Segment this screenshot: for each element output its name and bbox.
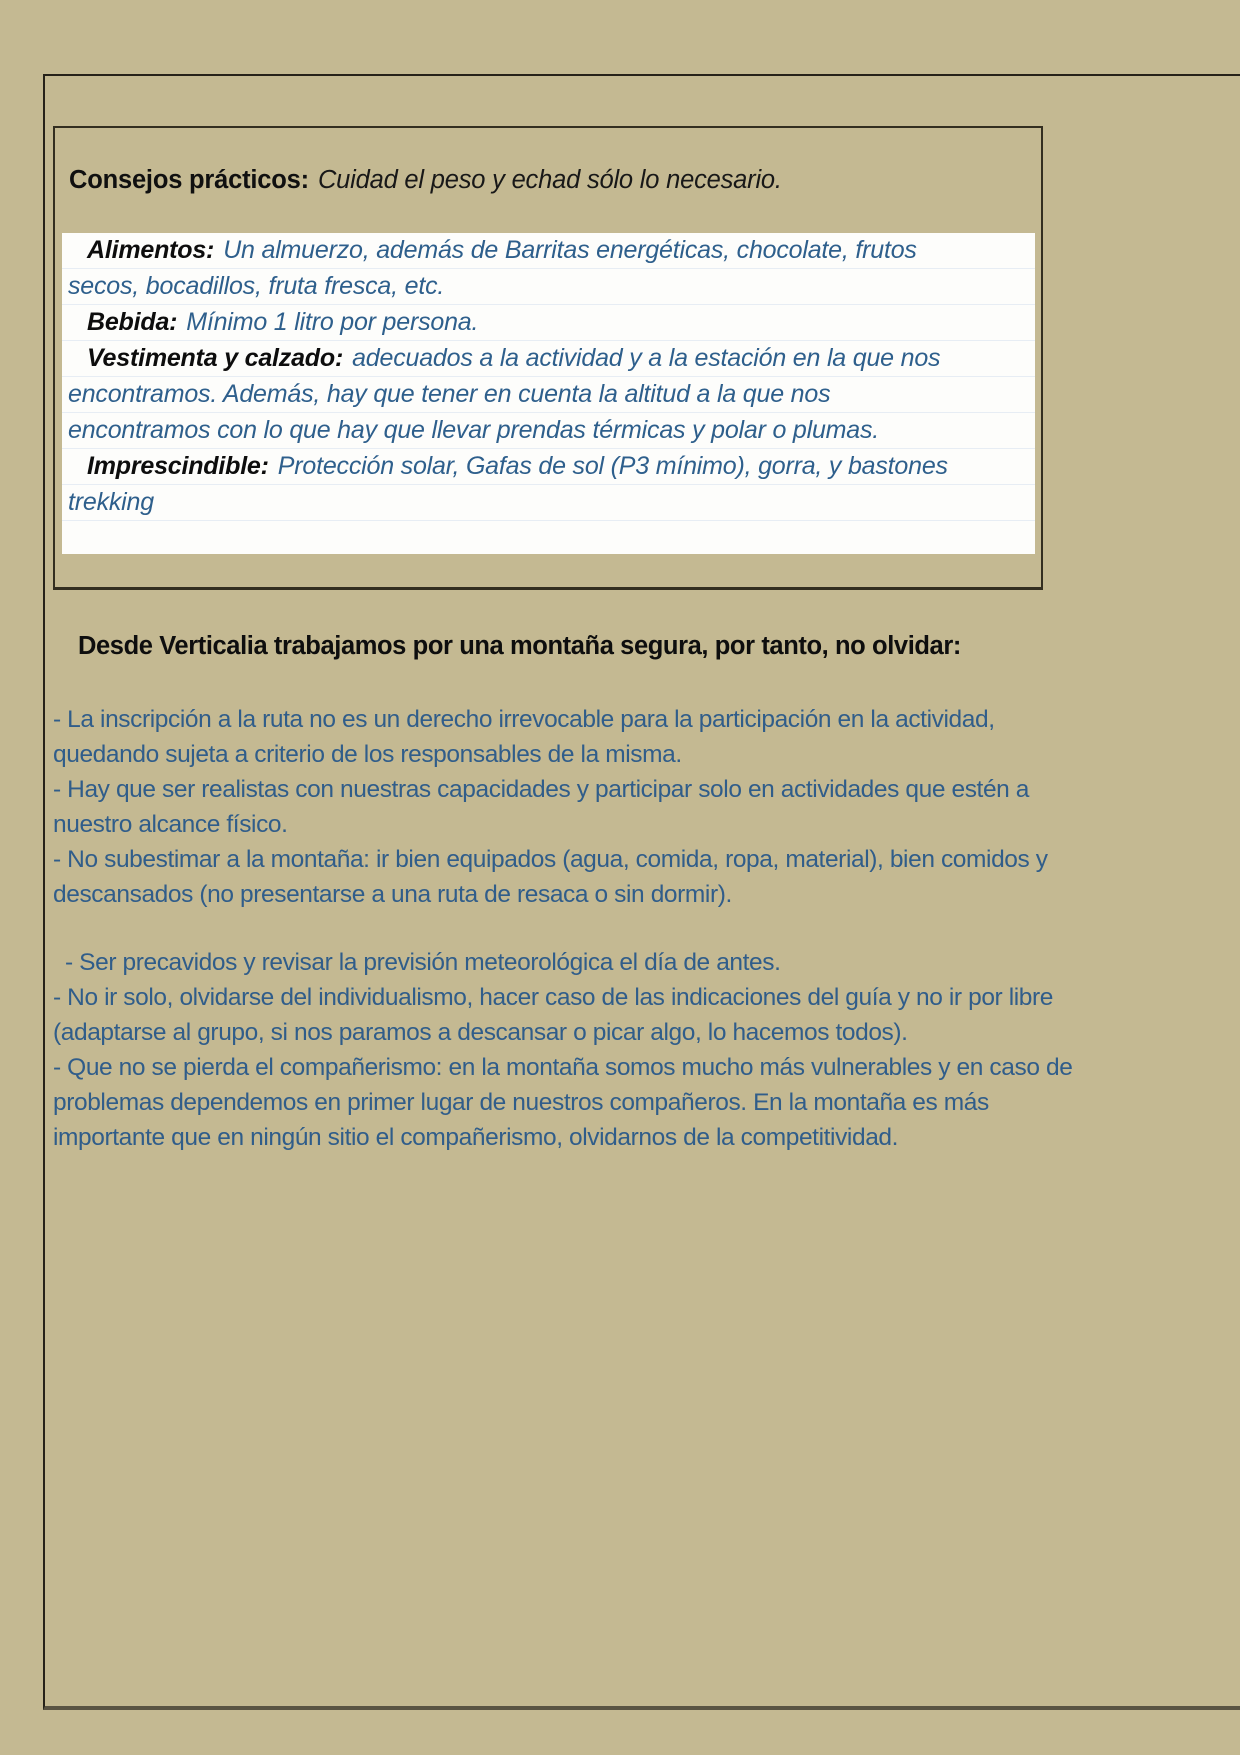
table-row — [62, 449, 1035, 485]
table-row — [62, 233, 1035, 269]
row-text: adecuados a la actividad y a la estación en la que nos — [352, 344, 941, 372]
row-label: Alimentos: — [87, 236, 215, 264]
consejos-title-text: Cuidad el peso y echad sólo lo necesario. — [317, 166, 782, 194]
table-row — [62, 305, 1035, 341]
body-line: (adaptarse al grupo, si nos paramos a descansar o picar algo, lo hacemos todos). — [53, 1019, 908, 1046]
body-line: - Que no se pierda el compañerismo: en la montaña somos mucho más vulnerables y en caso de — [53, 1054, 1073, 1081]
safety-section — [53, 632, 1223, 1151]
row-label: Vestimenta y calzado: — [87, 344, 344, 372]
row-label: Bebida: — [87, 308, 178, 336]
body-line: importante que en ningún sitio el compañerismo, olvidarnos de la competitividad. — [53, 1124, 899, 1151]
table-row — [62, 341, 1035, 377]
consejos-title — [69, 166, 782, 195]
table-row — [62, 485, 1035, 521]
safety-heading: Desde Verticalia trabajamos por una montaña segura, por tanto, no olvidar: — [78, 632, 961, 660]
row-text: Un almuerzo, además de Barritas energéticas, chocolate, frutos — [223, 236, 917, 264]
row-text: encontramos con lo que hay que llevar prendas térmicas y polar o plumas. — [68, 416, 880, 444]
row-text: encontramos. Además, hay que tener en cuenta la altitud a la que nos — [68, 380, 831, 408]
consejos-box — [53, 126, 1043, 590]
body-line: - No subestimar a la montaña: ir bien equipados (agua, comida, ropa, material), bien comidos y — [53, 846, 1048, 873]
body-line: quedando sujeta a criterio de los responsables de la misma. — [53, 741, 682, 768]
row-text: secos, bocadillos, fruta fresca, etc. — [68, 272, 445, 300]
body-line: problemas dependemos en primer lugar de nuestros compañeros. En la montaña es más — [53, 1089, 989, 1116]
table-row — [62, 269, 1035, 305]
body-line: - Hay que ser realistas con nuestras capacidades y participar solo en actividades que estén a — [53, 776, 1030, 803]
safety-paragraph-1 — [53, 702, 1048, 912]
table-row — [62, 377, 1035, 413]
consejos-table — [62, 233, 1035, 554]
consejos-title-label: Consejos prácticos: — [69, 166, 309, 194]
body-line: - No ir solo, olvidarse del individualismo, hacer caso de las indicaciones del guía y no ir por libre — [53, 984, 1054, 1011]
row-text: Mínimo 1 litro por persona. — [186, 308, 479, 336]
safety-paragraph-2 — [53, 945, 1072, 1155]
body-line: nuestro alcance físico. — [53, 811, 288, 838]
table-row — [62, 413, 1035, 449]
body-line: - La inscripción a la ruta no es un derecho irrevocable para la participación en la actividad, — [53, 706, 995, 733]
row-text: trekking — [68, 488, 154, 516]
row-text: Protección solar, Gafas de sol (P3 mínimo), gorra, y bastones — [277, 452, 948, 480]
body-line: descansados (no presentarse a una ruta de resaca o sin dormir). — [53, 881, 732, 908]
table-row-blank — [62, 521, 1035, 554]
body-line: - Ser precavidos y revisar la previsión meteorológica el día de antes. — [65, 949, 781, 976]
row-label: Imprescindible: — [87, 452, 269, 480]
